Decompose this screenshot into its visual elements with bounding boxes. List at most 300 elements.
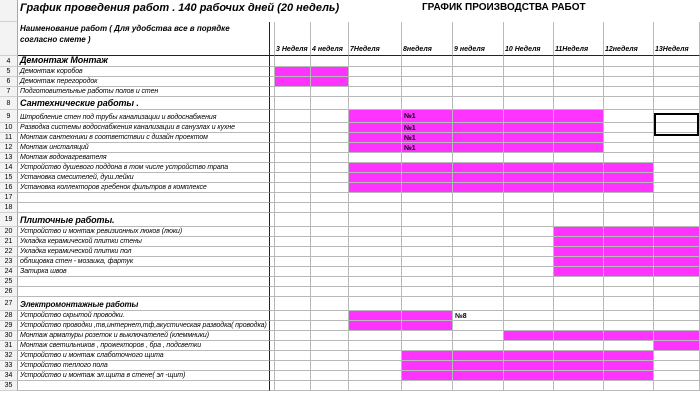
schedule-cell-filled[interactable]: [402, 371, 453, 381]
row-header[interactable]: 31: [0, 341, 18, 351]
schedule-cell[interactable]: [654, 361, 700, 371]
schedule-cell[interactable]: [311, 287, 349, 297]
schedule-cell[interactable]: [604, 277, 654, 287]
schedule-cell-filled[interactable]: [311, 67, 349, 77]
schedule-cell-filled[interactable]: [453, 143, 504, 153]
schedule-cell-filled[interactable]: [604, 331, 654, 341]
schedule-cell[interactable]: [311, 110, 349, 123]
schedule-cell[interactable]: [604, 110, 654, 123]
schedule-cell[interactable]: [554, 193, 604, 203]
schedule-cell-filled[interactable]: [604, 227, 654, 237]
schedule-cell-filled[interactable]: [654, 267, 700, 277]
schedule-cell[interactable]: [554, 311, 604, 321]
schedule-cell-filled[interactable]: [604, 237, 654, 247]
schedule-cell-filled[interactable]: [275, 67, 311, 77]
schedule-cell[interactable]: [275, 247, 311, 257]
schedule-cell[interactable]: [275, 123, 311, 133]
work-title-cell[interactable]: [18, 381, 270, 391]
schedule-cell[interactable]: [402, 237, 453, 247]
schedule-cell[interactable]: [311, 257, 349, 267]
schedule-cell[interactable]: [453, 311, 504, 321]
row-header[interactable]: 17: [0, 193, 18, 203]
week-header-9[interactable]: 13Неделя: [654, 22, 700, 56]
schedule-cell-filled[interactable]: [275, 77, 311, 87]
schedule-cell[interactable]: [453, 297, 504, 311]
schedule-cell[interactable]: [654, 153, 700, 163]
schedule-cell[interactable]: [402, 227, 453, 237]
schedule-cell[interactable]: [453, 341, 504, 351]
work-title-cell[interactable]: [18, 133, 270, 143]
row-header[interactable]: 26: [0, 287, 18, 297]
schedule-cell-filled[interactable]: [453, 123, 504, 133]
schedule-cell[interactable]: [311, 87, 349, 97]
schedule-cell-filled[interactable]: [402, 361, 453, 371]
schedule-cell[interactable]: [504, 297, 554, 311]
schedule-cell[interactable]: [554, 97, 604, 110]
schedule-cell-filled[interactable]: [453, 110, 504, 123]
work-title-cell[interactable]: [18, 153, 270, 163]
row-header-2-3[interactable]: [0, 22, 18, 56]
schedule-cell-filled[interactable]: [554, 361, 604, 371]
schedule-cell-filled[interactable]: [604, 247, 654, 257]
row-header[interactable]: 21: [0, 237, 18, 247]
schedule-cell-filled[interactable]: [554, 371, 604, 381]
schedule-cell[interactable]: [453, 267, 504, 277]
row-header[interactable]: 15: [0, 173, 18, 183]
schedule-cell[interactable]: [654, 351, 700, 361]
schedule-cell[interactable]: [402, 297, 453, 311]
schedule-cell-filled[interactable]: [554, 173, 604, 183]
schedule-cell[interactable]: [504, 277, 554, 287]
schedule-cell[interactable]: [504, 237, 554, 247]
schedule-cell[interactable]: [275, 381, 311, 391]
schedule-cell-filled[interactable]: [453, 361, 504, 371]
schedule-cell-filled[interactable]: [504, 110, 554, 123]
schedule-cell[interactable]: [504, 203, 554, 213]
row-header[interactable]: 16: [0, 183, 18, 193]
schedule-cell[interactable]: [275, 257, 311, 267]
schedule-cell[interactable]: [554, 203, 604, 213]
schedule-cell[interactable]: [349, 267, 402, 277]
schedule-cell-filled[interactable]: [654, 247, 700, 257]
schedule-cell-filled[interactable]: [453, 351, 504, 361]
work-title-cell[interactable]: [18, 227, 270, 237]
schedule-cell[interactable]: [554, 67, 604, 77]
row-header[interactable]: 20: [0, 227, 18, 237]
schedule-cell[interactable]: [311, 173, 349, 183]
work-title-cell[interactable]: [18, 321, 270, 331]
row-header[interactable]: 33: [0, 361, 18, 371]
schedule-cell[interactable]: [311, 267, 349, 277]
schedule-cell-filled[interactable]: [504, 351, 554, 361]
row-header[interactable]: 12: [0, 143, 18, 153]
schedule-cell[interactable]: [349, 257, 402, 267]
work-title-cell[interactable]: [18, 193, 270, 203]
schedule-cell[interactable]: [654, 277, 700, 287]
schedule-cell-filled[interactable]: [554, 133, 604, 143]
schedule-cell[interactable]: [504, 311, 554, 321]
row-header[interactable]: 4: [0, 56, 18, 67]
schedule-cell-filled[interactable]: [349, 133, 402, 143]
work-title-cell[interactable]: [18, 247, 270, 257]
schedule-cell[interactable]: [402, 257, 453, 267]
schedule-cell[interactable]: [604, 153, 654, 163]
schedule-cell[interactable]: [453, 331, 504, 341]
schedule-cell[interactable]: [275, 341, 311, 351]
row-header[interactable]: 24: [0, 267, 18, 277]
row-header[interactable]: 13: [0, 153, 18, 163]
schedule-cell[interactable]: [311, 97, 349, 110]
schedule-cell[interactable]: [311, 247, 349, 257]
schedule-cell[interactable]: [453, 213, 504, 227]
schedule-cell[interactable]: [349, 341, 402, 351]
schedule-cell[interactable]: [604, 297, 654, 311]
schedule-cell[interactable]: [453, 227, 504, 237]
schedule-cell[interactable]: [311, 277, 349, 287]
schedule-cell[interactable]: [349, 87, 402, 97]
work-title-cell[interactable]: [18, 203, 270, 213]
schedule-cell[interactable]: [654, 311, 700, 321]
schedule-cell[interactable]: [453, 97, 504, 110]
schedule-cell[interactable]: [604, 213, 654, 227]
schedule-cell[interactable]: [453, 67, 504, 77]
schedule-cell[interactable]: [453, 257, 504, 267]
schedule-cell[interactable]: [402, 67, 453, 77]
schedule-cell[interactable]: [504, 257, 554, 267]
row-header[interactable]: 8: [0, 97, 18, 110]
schedule-cell[interactable]: [402, 287, 453, 297]
schedule-cell-filled[interactable]: [311, 77, 349, 87]
schedule-cell[interactable]: [402, 56, 453, 67]
schedule-cell[interactable]: [311, 203, 349, 213]
schedule-cell[interactable]: [275, 351, 311, 361]
schedule-cell-filled[interactable]: [453, 183, 504, 193]
work-title-cell[interactable]: [18, 277, 270, 287]
schedule-cell[interactable]: [453, 87, 504, 97]
row-header[interactable]: 28: [0, 311, 18, 321]
schedule-cell-filled[interactable]: [504, 173, 554, 183]
schedule-cell[interactable]: [504, 267, 554, 277]
schedule-cell[interactable]: [311, 381, 349, 391]
schedule-cell[interactable]: [453, 203, 504, 213]
row-header[interactable]: 25: [0, 277, 18, 287]
schedule-cell-filled[interactable]: [453, 133, 504, 143]
schedule-cell[interactable]: [654, 381, 700, 391]
schedule-cell[interactable]: [275, 213, 311, 227]
schedule-cell[interactable]: [504, 56, 554, 67]
week-header-6[interactable]: 10 Неделя: [504, 22, 554, 56]
schedule-cell[interactable]: [604, 143, 654, 153]
work-title-cell[interactable]: [18, 287, 270, 297]
work-title-cell[interactable]: [18, 237, 270, 247]
schedule-cell[interactable]: [402, 341, 453, 351]
work-title-cell[interactable]: [18, 143, 270, 153]
schedule-cell[interactable]: [654, 163, 700, 173]
schedule-cell[interactable]: [275, 110, 311, 123]
work-title-cell[interactable]: [18, 213, 270, 227]
work-title-cell[interactable]: [18, 97, 270, 110]
work-title-cell[interactable]: [18, 361, 270, 371]
schedule-cell[interactable]: [504, 193, 554, 203]
schedule-cell[interactable]: [349, 213, 402, 227]
schedule-cell[interactable]: [654, 97, 700, 110]
schedule-cell[interactable]: [311, 193, 349, 203]
schedule-cell[interactable]: [311, 341, 349, 351]
schedule-cell-filled[interactable]: [554, 257, 604, 267]
schedule-cell[interactable]: [349, 153, 402, 163]
schedule-cell[interactable]: [504, 67, 554, 77]
schedule-cell[interactable]: [311, 183, 349, 193]
work-title-cell[interactable]: [18, 110, 270, 123]
schedule-cell[interactable]: [349, 67, 402, 77]
schedule-cell[interactable]: [604, 56, 654, 67]
schedule-cell-filled[interactable]: [554, 331, 604, 341]
work-title-cell[interactable]: [18, 56, 270, 67]
schedule-cell[interactable]: [504, 227, 554, 237]
schedule-cell[interactable]: [554, 287, 604, 297]
schedule-cell[interactable]: [349, 97, 402, 110]
schedule-cell[interactable]: [275, 143, 311, 153]
schedule-cell[interactable]: [311, 351, 349, 361]
schedule-cell-filled[interactable]: [554, 110, 604, 123]
schedule-cell[interactable]: [311, 123, 349, 133]
schedule-cell[interactable]: [604, 341, 654, 351]
schedule-cell[interactable]: [275, 297, 311, 311]
schedule-cell-filled[interactable]: [504, 331, 554, 341]
schedule-cell-filled[interactable]: [654, 331, 700, 341]
schedule-cell-filled[interactable]: [554, 183, 604, 193]
schedule-cell-filled[interactable]: [349, 143, 402, 153]
schedule-cell-filled[interactable]: [402, 163, 453, 173]
selected-cell[interactable]: [654, 113, 699, 136]
schedule-cell-filled[interactable]: [349, 311, 402, 321]
schedule-cell-filled[interactable]: [402, 351, 453, 361]
schedule-cell[interactable]: [654, 87, 700, 97]
schedule-cell[interactable]: [453, 287, 504, 297]
schedule-cell[interactable]: [604, 203, 654, 213]
schedule-cell[interactable]: [349, 56, 402, 67]
schedule-cell[interactable]: [504, 153, 554, 163]
schedule-cell-filled[interactable]: [402, 173, 453, 183]
row-header[interactable]: 29: [0, 321, 18, 331]
schedule-cell[interactable]: [554, 56, 604, 67]
work-title-cell[interactable]: [18, 341, 270, 351]
schedule-cell-filled[interactable]: [604, 361, 654, 371]
schedule-cell[interactable]: [453, 56, 504, 67]
schedule-cell-filled[interactable]: [402, 110, 453, 123]
schedule-cell[interactable]: [349, 247, 402, 257]
schedule-cell[interactable]: [402, 77, 453, 87]
schedule-cell[interactable]: [504, 97, 554, 110]
schedule-cell[interactable]: [453, 237, 504, 247]
schedule-cell[interactable]: [654, 67, 700, 77]
schedule-cell-filled[interactable]: [349, 123, 402, 133]
schedule-cell[interactable]: [311, 321, 349, 331]
row-header[interactable]: 34: [0, 371, 18, 381]
schedule-cell[interactable]: [349, 297, 402, 311]
week-header-2[interactable]: 4 неделя: [311, 22, 349, 56]
schedule-cell-filled[interactable]: [654, 227, 700, 237]
week-header-4[interactable]: 8неделя: [402, 22, 453, 56]
schedule-cell[interactable]: [654, 183, 700, 193]
schedule-cell[interactable]: [349, 351, 402, 361]
work-title-cell[interactable]: [18, 351, 270, 361]
schedule-cell-filled[interactable]: [604, 351, 654, 361]
schedule-cell[interactable]: [275, 321, 311, 331]
schedule-cell[interactable]: [402, 193, 453, 203]
schedule-cell[interactable]: [349, 77, 402, 87]
schedule-cell-filled[interactable]: [554, 143, 604, 153]
schedule-cell[interactable]: [453, 277, 504, 287]
week-header-5[interactable]: 9 неделя: [453, 22, 504, 56]
schedule-cell-filled[interactable]: [504, 163, 554, 173]
week-header-7[interactable]: 11Неделя: [554, 22, 604, 56]
schedule-cell-filled[interactable]: [604, 173, 654, 183]
work-title-cell[interactable]: [18, 311, 270, 321]
schedule-cell[interactable]: [349, 371, 402, 381]
schedule-cell[interactable]: [604, 193, 654, 203]
row-header[interactable]: 10: [0, 123, 18, 133]
schedule-cell-filled[interactable]: [349, 173, 402, 183]
schedule-cell-filled[interactable]: [554, 267, 604, 277]
schedule-cell[interactable]: [275, 361, 311, 371]
row-header[interactable]: 9: [0, 110, 18, 123]
work-title-cell[interactable]: [18, 77, 270, 87]
row-header[interactable]: 35: [0, 381, 18, 391]
schedule-cell[interactable]: [349, 227, 402, 237]
work-title-cell[interactable]: [18, 123, 270, 133]
schedule-cell-filled[interactable]: [402, 183, 453, 193]
work-title-cell[interactable]: [18, 183, 270, 193]
schedule-cell[interactable]: [654, 193, 700, 203]
schedule-cell[interactable]: [402, 153, 453, 163]
schedule-cell[interactable]: [504, 77, 554, 87]
schedule-cell[interactable]: [654, 371, 700, 381]
row-header-1[interactable]: [0, 0, 18, 22]
schedule-cell[interactable]: [654, 321, 700, 331]
schedule-cell[interactable]: [554, 297, 604, 311]
schedule-cell[interactable]: [453, 153, 504, 163]
row-header[interactable]: 5: [0, 67, 18, 77]
schedule-cell-filled[interactable]: [402, 123, 453, 133]
schedule-cell[interactable]: [654, 143, 700, 153]
schedule-cell[interactable]: [604, 133, 654, 143]
row-header[interactable]: 23: [0, 257, 18, 267]
schedule-cell-filled[interactable]: [654, 257, 700, 267]
schedule-cell[interactable]: [604, 311, 654, 321]
schedule-cell[interactable]: [604, 97, 654, 110]
week-header-8[interactable]: 12неделя: [604, 22, 654, 56]
schedule-cell[interactable]: [275, 237, 311, 247]
schedule-cell-filled[interactable]: [604, 267, 654, 277]
schedule-cell-filled[interactable]: [554, 247, 604, 257]
schedule-cell-filled[interactable]: [402, 143, 453, 153]
schedule-cell[interactable]: [504, 247, 554, 257]
schedule-cell-filled[interactable]: [604, 257, 654, 267]
schedule-cell-filled[interactable]: [504, 143, 554, 153]
schedule-cell[interactable]: [654, 173, 700, 183]
row-header[interactable]: 6: [0, 77, 18, 87]
schedule-cell[interactable]: [504, 213, 554, 227]
schedule-cell[interactable]: [311, 56, 349, 67]
schedule-cell[interactable]: [311, 143, 349, 153]
schedule-cell[interactable]: [311, 361, 349, 371]
schedule-cell[interactable]: [654, 287, 700, 297]
schedule-cell[interactable]: [453, 193, 504, 203]
work-title-cell[interactable]: [18, 67, 270, 77]
schedule-cell[interactable]: [402, 267, 453, 277]
schedule-cell[interactable]: [453, 247, 504, 257]
schedule-cell[interactable]: [402, 277, 453, 287]
schedule-cell[interactable]: [311, 371, 349, 381]
row-header[interactable]: 7: [0, 87, 18, 97]
schedule-cell[interactable]: [554, 153, 604, 163]
schedule-cell[interactable]: [275, 173, 311, 183]
schedule-cell-filled[interactable]: [604, 183, 654, 193]
schedule-cell[interactable]: [554, 341, 604, 351]
schedule-cell-filled[interactable]: [453, 163, 504, 173]
work-title-cell[interactable]: [18, 173, 270, 183]
row-header[interactable]: 18: [0, 203, 18, 213]
schedule-cell-filled[interactable]: [654, 341, 700, 351]
work-title-cell[interactable]: [18, 163, 270, 173]
schedule-cell[interactable]: [554, 213, 604, 227]
schedule-cell[interactable]: [504, 321, 554, 331]
schedule-cell[interactable]: [453, 381, 504, 391]
schedule-cell[interactable]: [654, 213, 700, 227]
schedule-cell-filled[interactable]: [504, 361, 554, 371]
schedule-cell[interactable]: [654, 297, 700, 311]
schedule-cell-filled[interactable]: [504, 183, 554, 193]
schedule-cell[interactable]: [453, 321, 504, 331]
schedule-cell[interactable]: [604, 123, 654, 133]
schedule-cell[interactable]: [504, 287, 554, 297]
schedule-cell-filled[interactable]: [349, 321, 402, 331]
schedule-cell[interactable]: [311, 331, 349, 341]
schedule-cell-filled[interactable]: [453, 371, 504, 381]
schedule-cell[interactable]: [275, 227, 311, 237]
schedule-cell[interactable]: [275, 133, 311, 143]
schedule-cell-filled[interactable]: [349, 163, 402, 173]
week-header-1[interactable]: 3 Неделя: [275, 22, 311, 56]
schedule-cell[interactable]: [604, 287, 654, 297]
schedule-cell[interactable]: [402, 97, 453, 110]
schedule-cell-filled[interactable]: [554, 163, 604, 173]
schedule-cell[interactable]: [311, 213, 349, 227]
schedule-cell-filled[interactable]: [554, 123, 604, 133]
row-header[interactable]: 11: [0, 133, 18, 143]
schedule-cell-filled[interactable]: [554, 227, 604, 237]
work-title-cell[interactable]: [18, 87, 270, 97]
schedule-cell-filled[interactable]: [504, 123, 554, 133]
schedule-cell[interactable]: [402, 213, 453, 227]
schedule-cell[interactable]: [275, 153, 311, 163]
schedule-cell[interactable]: [654, 203, 700, 213]
schedule-cell[interactable]: [311, 227, 349, 237]
schedule-cell-filled[interactable]: [402, 133, 453, 143]
schedule-cell-filled[interactable]: [349, 110, 402, 123]
work-title-cell[interactable]: [18, 331, 270, 341]
schedule-cell[interactable]: [275, 203, 311, 213]
schedule-cell[interactable]: [311, 133, 349, 143]
schedule-cell-filled[interactable]: [453, 173, 504, 183]
schedule-cell[interactable]: [349, 277, 402, 287]
schedule-cell[interactable]: [311, 237, 349, 247]
row-header[interactable]: 32: [0, 351, 18, 361]
schedule-cell[interactable]: [349, 203, 402, 213]
schedule-cell-filled[interactable]: [504, 371, 554, 381]
schedule-cell-filled[interactable]: [402, 311, 453, 321]
